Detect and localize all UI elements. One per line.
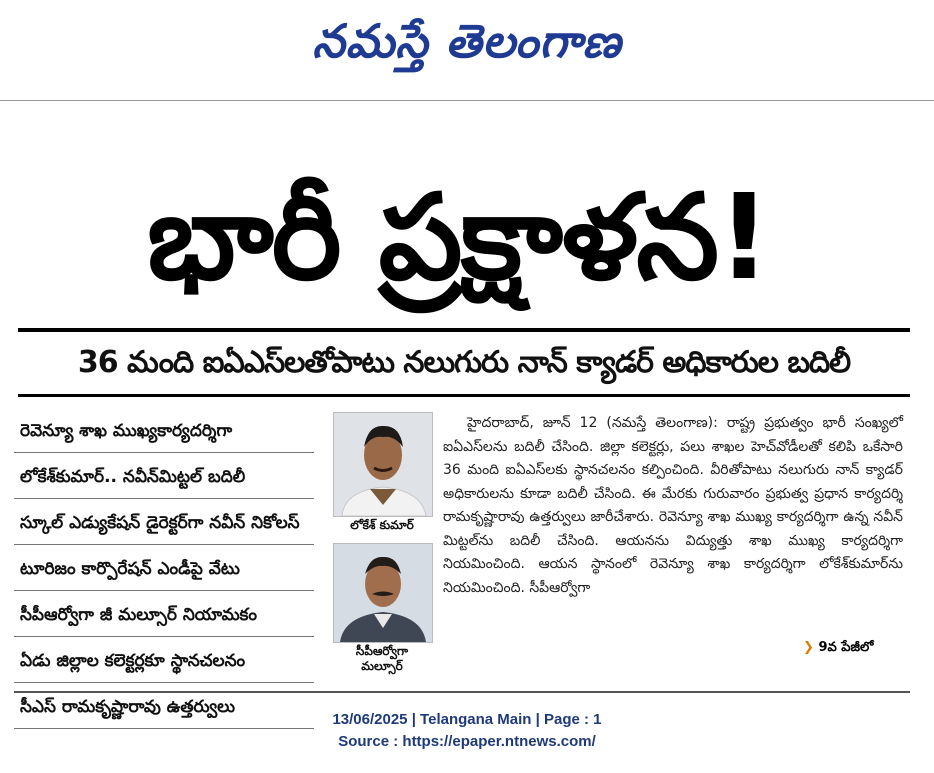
highlight-item: స్కూల్ ఎడ్యుకేషన్ డైరెక్టర్‌గా నవీన్ నికోలస్ [14,504,314,545]
caption-line: సీపీఆర్వోగా [355,644,409,658]
caption-line: మల్సూర్ [361,659,403,673]
arrow-right-icon: ❯ [803,640,814,655]
highlight-item: ఏడు జిల్లాల కలెక్టర్లకూ స్థానచలనం [14,642,314,683]
photo-caption: లోకేశ్ కుమార్ [350,518,414,532]
highlight-item: సీపీఆర్వోగా జీ మల్సూర్ నియామకం [14,596,314,637]
highlight-item: టూరిజం కార్పొరేషన్ ఎండీపై వేటు [14,550,314,591]
headline-rule [18,328,910,332]
photo-malsur [333,543,433,643]
portrait-icon [334,413,432,516]
headline: భారీ ప్రక్షాళన! [147,168,769,306]
highlight-item: లోకేశ్‌కుమార్.. నవీన్‌మిట్టల్ బదిలీ [14,458,314,499]
highlight-item: సీఎస్ రామకృష్ణారావు ఉత్తర్వులు [14,688,314,729]
highlights-list [14,412,314,734]
masthead-divider [0,100,934,101]
continued-marker [803,640,873,658]
bottom-rule [14,691,910,693]
footer-date-edition: 13/06/2025 | Telangana Main | Page : 1 [332,711,602,728]
portrait-icon [334,544,432,642]
footer-source: Source : https://epaper.ntnews.com/ [338,733,596,750]
article-paragraph: హైదరాబాద్, జూన్ 12 (నమస్తే తెలంగాణ): రాష్ట్ర ప్రభుత్వం భారీ సంఖ్యలో ఐఏఎస్‌లను బదిలీ చేసింది. జిల్లా కలెక్టర్లు, పలు శాఖల హెచ్‌వోడీలతో కలిపి ఒకేసారి 36 మంది ఐఏఎస్‌లకు స్థానచలనం కల్పించింది. వీరితోపాటు నలుగురు నాన్ క్యాడర్ అధికారులను కూడా బదిలీ చేసింది. ఈ మేరకు గురువారం ప్రభుత్వ ప్రధాన కార్యదర్శి రామకృష్ణారావు ఉత్తర్వులు జారీచేశారు. రెవెన్యూ శాఖ ముఖ్య కార్యదర్శిగా ఉన్న నవీన్ మిట్టల్‌ను బదిలీ చేసింది. ఆయనను విద్యుత్తు శాఖ ముఖ్య కార్యదర్శిగా నియమించింది. ఆయన స్థానంలో రెవెన్యూ శాఖ కార్యదర్శిగా లోకేశ్‌కుమార్‌ను నియమించింది. సీపీఆర్వోగా [443,415,903,596]
photo-lokesh-kumar [333,412,433,517]
footer [0,709,934,753]
article-body [443,412,903,600]
masthead-title: నమస్తే తెలంగాణ [312,14,622,68]
subheadline: 36 మంది ఐఏఎస్‌లతోపాటు నలుగురు నాన్ క్యాడర్ అధికారుల బదిలీ [77,345,851,380]
highlight-item: రెవెన్యూ శాఖ ముఖ్యకార్యదర్శిగా [14,412,314,453]
masthead [0,6,934,76]
continued-label: 9వ పేజీలో [818,640,874,655]
subheadline-rule [18,394,910,397]
photo-caption [333,644,431,674]
